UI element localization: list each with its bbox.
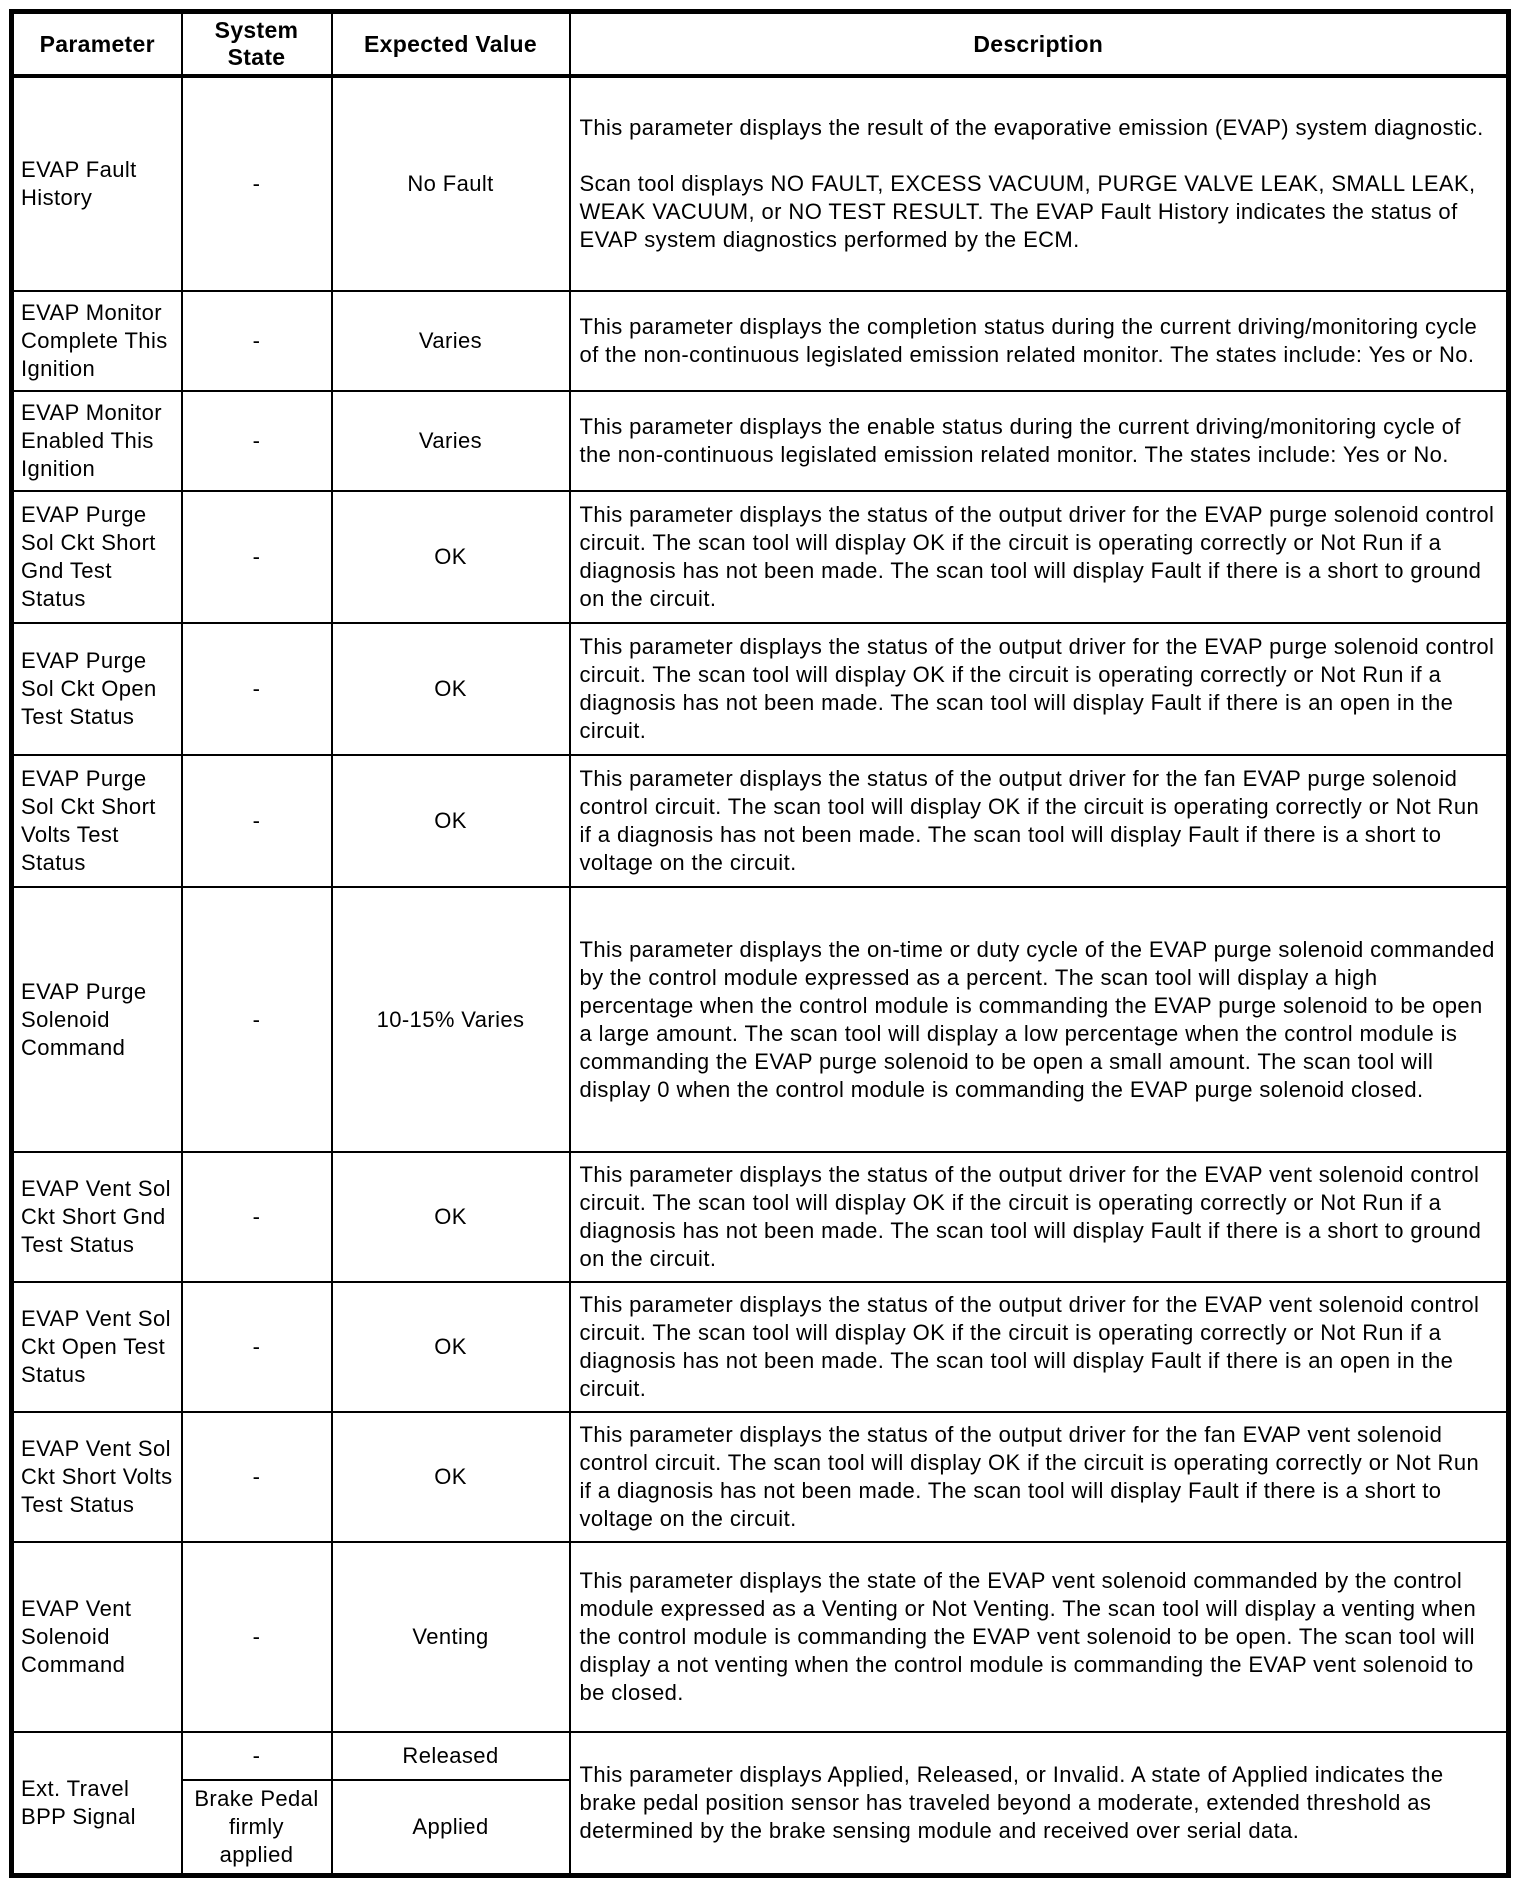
system-state-cell: -	[182, 391, 332, 491]
description-cell	[570, 623, 1509, 755]
description-paragraph: This parameter displays the result of the evaporative emission (EVAP) system diagnostic.	[579, 115, 1484, 140]
description-paragraph: This parameter displays the on-time or duty cycle of the EVAP purge solenoid commanded by the control module expressed as a percent. The scan tool will display a high percentage when the control module is commanding the EVAP purge solenoid to be open a large amount. The scan tool will display a low percentage when the control module is commanding the EVAP purge solenoid to be open a small amount. The scan tool will display 0 when the control module is commanding the EVAP purge solenoid closed.	[579, 936, 1495, 1102]
parameter-cell: EVAP Purge Sol Ckt Short Volts Test Status	[12, 755, 182, 887]
table-header-row	[12, 12, 1509, 77]
system-state-cell: -	[182, 76, 332, 291]
parameter-cell: EVAP Vent Sol Ckt Open Test Status	[12, 1282, 182, 1412]
description-cell	[570, 887, 1509, 1152]
description-cell	[570, 1542, 1509, 1732]
description-paragraph: This parameter displays the status of the output driver for the EVAP purge solenoid control circuit. The scan tool will display OK if the circuit is operating correctly or Not Run if a diagnosis has not been made. The scan tool will display Fault if there is a short to ground on the circuit.	[579, 502, 1495, 611]
expected-value-cell: OK	[332, 1412, 570, 1542]
description-paragraph: This parameter displays the status of the output driver for the EVAP purge solenoid control circuit. The scan tool will display OK if the circuit is operating correctly or Not Run if a diagnosis has not been made. The scan tool will display Fault if there is an open in the circuit.	[579, 634, 1495, 743]
parameter-cell: EVAP Purge Sol Ckt Short Gnd Test Status	[12, 491, 182, 623]
expected-value-cell: Applied	[332, 1780, 570, 1876]
parameter-cell: EVAP Purge Solenoid Command	[12, 887, 182, 1152]
table-row	[12, 755, 1509, 887]
expected-value-cell: Varies	[332, 291, 570, 391]
table-row	[12, 887, 1509, 1152]
system-state-cell: -	[182, 755, 332, 887]
system-state-cell: -	[182, 623, 332, 755]
table-row	[12, 391, 1509, 491]
table-row	[12, 76, 1509, 291]
system-state-cell: -	[182, 491, 332, 623]
expected-value-cell: OK	[332, 491, 570, 623]
description-cell	[570, 1412, 1509, 1542]
description-cell	[570, 76, 1509, 291]
description-paragraph: This parameter displays the completion status during the current driving/monitoring cycle of the non-continuous legislated emission related monitor. The states include: Yes or No.	[579, 314, 1478, 367]
parameter-cell: EVAP Monitor Complete This Ignition	[12, 291, 182, 391]
evap-scan-tool-data-table	[9, 9, 1511, 1878]
description-cell	[570, 291, 1509, 391]
system-state-cell: -	[182, 1152, 332, 1282]
system-state-cell: -	[182, 887, 332, 1152]
column-header-system-state: System State	[182, 12, 332, 77]
table-row	[12, 623, 1509, 755]
description-cell	[570, 491, 1509, 623]
description-paragraph: Scan tool displays NO FAULT, EXCESS VACUUM, PURGE VALVE LEAK, SMALL LEAK, WEAK VACUUM, or NO TEST RESULT. The EVAP Fault History indicates the status of EVAP system diagnostics performed by the ECM.	[579, 171, 1476, 252]
description-paragraph: This parameter displays the status of the output driver for the fan EVAP purge solenoid control circuit. The scan tool will display OK if the circuit is operating correctly or Not Run if a diagnosis has not been made. The scan tool will display Fault if there is a short to voltage on the circuit.	[579, 766, 1480, 875]
expected-value-cell: OK	[332, 623, 570, 755]
table-row	[12, 1282, 1509, 1412]
column-header-parameter: Parameter	[12, 12, 182, 77]
column-header-description: Description	[570, 12, 1509, 77]
system-state-cell: Brake Pedal firmly applied	[182, 1780, 332, 1876]
expected-value-cell: Varies	[332, 391, 570, 491]
parameter-cell: EVAP Purge Sol Ckt Open Test Status	[12, 623, 182, 755]
description-paragraph: This parameter displays the status of the output driver for the EVAP vent solenoid control circuit. The scan tool will display OK if the circuit is operating correctly or Not Run if a diagnosis has not been made. The scan tool will display Fault if there is a short to ground on the circuit.	[579, 1162, 1482, 1271]
parameter-cell: EVAP Vent Sol Ckt Short Gnd Test Status	[12, 1152, 182, 1282]
system-state-cell: -	[182, 1412, 332, 1542]
description-cell	[570, 391, 1509, 491]
expected-value-cell: Released	[332, 1732, 570, 1780]
table-row	[12, 1542, 1509, 1732]
description-paragraph: This parameter displays the status of the output driver for the EVAP vent solenoid control circuit. The scan tool will display OK if the circuit is operating correctly or Not Run if a diagnosis has not been made. The scan tool will display Fault if there is an open in the circuit.	[579, 1292, 1480, 1401]
description-paragraph: This parameter displays Applied, Released, or Invalid. A state of Applied indicates the brake pedal position sensor has traveled beyond a moderate, extended threshold as determined by the brake sensing module and received over serial data.	[579, 1762, 1444, 1843]
expected-value-cell: OK	[332, 1152, 570, 1282]
system-state-cell: -	[182, 291, 332, 391]
system-state-cell: -	[182, 1282, 332, 1412]
parameter-cell: EVAP Vent Solenoid Command	[12, 1542, 182, 1732]
parameter-cell: EVAP Monitor Enabled This Ignition	[12, 391, 182, 491]
table-row	[12, 491, 1509, 623]
column-header-expected-value: Expected Value	[332, 12, 570, 77]
description-cell	[570, 1152, 1509, 1282]
description-cell	[570, 1732, 1509, 1876]
description-paragraph: This parameter displays the state of the EVAP vent solenoid commanded by the control module expressed as a Venting or Not Venting. The scan tool will display a venting when the control module is commanding the EVAP vent solenoid to be open. The scan tool will display a not venting when the control module is commanding the EVAP vent solenoid to be closed.	[579, 1568, 1477, 1705]
table-row	[12, 1412, 1509, 1542]
expected-value-cell: Venting	[332, 1542, 570, 1732]
description-cell	[570, 1282, 1509, 1412]
table-row	[12, 291, 1509, 391]
description-paragraph: This parameter displays the status of the output driver for the fan EVAP vent solenoid control circuit. The scan tool will display OK if the circuit is operating correctly or Not Run if a diagnosis has not been made. The scan tool will display Fault if there is a short to voltage on the circuit.	[579, 1422, 1480, 1531]
parameter-cell: Ext. Travel BPP Signal	[12, 1732, 182, 1876]
table-row	[12, 1152, 1509, 1282]
system-state-cell: -	[182, 1542, 332, 1732]
expected-value-cell: 10-15% Varies	[332, 887, 570, 1152]
expected-value-cell: No Fault	[332, 76, 570, 291]
parameter-cell: EVAP Vent Sol Ckt Short Volts Test Status	[12, 1412, 182, 1542]
expected-value-cell: OK	[332, 1282, 570, 1412]
description-cell	[570, 755, 1509, 887]
expected-value-cell: OK	[332, 755, 570, 887]
system-state-cell: -	[182, 1732, 332, 1780]
table-row	[12, 1732, 1509, 1780]
description-paragraph: This parameter displays the enable status during the current driving/monitoring cycle of the non-continuous legislated emission related monitor. The states include: Yes or No.	[579, 414, 1461, 467]
parameter-cell: EVAP Fault History	[12, 76, 182, 291]
